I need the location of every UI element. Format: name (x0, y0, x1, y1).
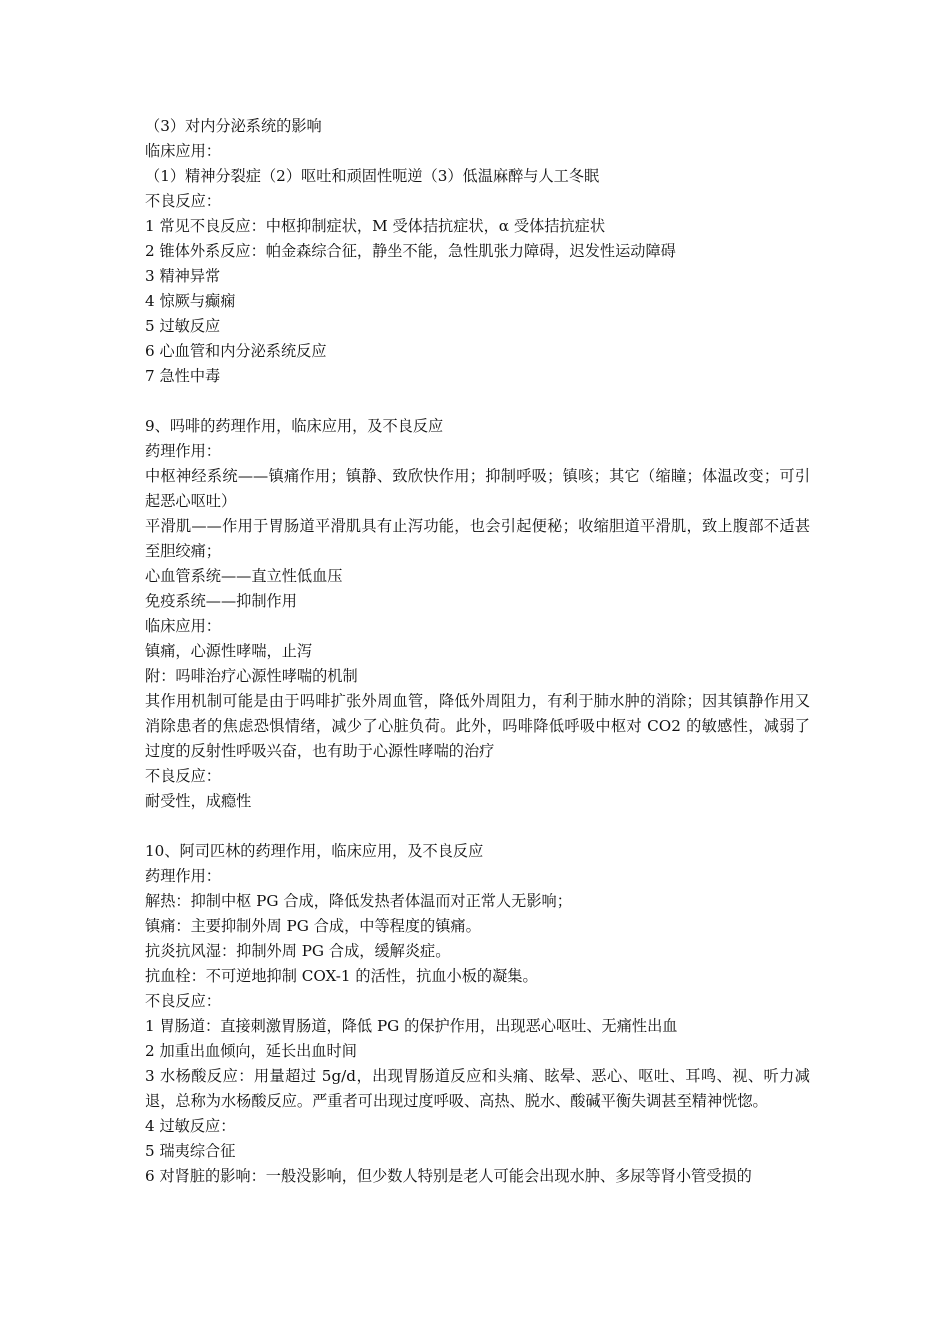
pharm-heading: 药理作用： (145, 442, 221, 460)
pharm-item: 平滑肌——作用于胃肠道平滑肌具有止泻功能，也会引起便秘；收缩胆道平滑肌，致上腹部不适甚至胆绞痛； (145, 517, 810, 560)
adverse-heading: 不良反应： (145, 992, 221, 1010)
pharm-item: 中枢神经系统——镇痛作用；镇静、致欣快作用；抑制呼吸；镇咳；其它（缩瞳；体温改变；可引起恶心呕吐） (145, 467, 810, 510)
pharm-item: 抗炎抗风湿：抑制外周 PG 合成，缓解炎症。 (145, 942, 451, 960)
section-title-morphine: 9、吗啡的药理作用，临床应用，及不良反应 (145, 417, 444, 435)
adverse-text: 耐受性，成瘾性 (145, 792, 252, 810)
pharm-heading: 药理作用： (145, 867, 221, 885)
adverse-item: 3 水杨酸反应：用量超过 5g/d，出现胃肠道反应和头痛、眩晕、恶心、呕吐、耳鸣、视、听力减退，总称为水杨酸反应。严重者可出现过度呼吸、高热、脱水、酸碱平衡失调甚至精神恍惚。 (145, 1067, 810, 1110)
clinical-text: （1）精神分裂症（2）呕吐和顽固性呃逆（3）低温麻醉与人工冬眠 (145, 167, 600, 185)
subheading-endocrine: （3）对内分泌系统的影响 (145, 117, 322, 135)
adverse-item: 7 急性中毒 (145, 367, 221, 385)
adverse-item: 2 锥体外系反应：帕金森综合征，静坐不能，急性肌张力障碍，迟发性运动障碍 (145, 242, 676, 260)
clinical-heading: 临床应用： (145, 142, 221, 160)
pharm-item: 免疫系统——抑制作用 (145, 592, 297, 610)
adverse-item: 4 惊厥与癫痫 (145, 292, 236, 310)
pharm-item: 心血管系统——直立性低血压 (145, 567, 343, 585)
clinical-text: 镇痛，心源性哮喘，止泻 (145, 642, 313, 660)
pharm-item: 解热：抑制中枢 PG 合成，降低发热者体温而对正常人无影响； (145, 892, 572, 910)
adverse-heading: 不良反应： (145, 767, 221, 785)
document-body (145, 114, 810, 1189)
paragraph-gap (145, 814, 810, 839)
adverse-item: 5 过敏反应 (145, 317, 221, 335)
adverse-item: 5 瑞夷综合征 (145, 1142, 236, 1160)
adverse-item: 1 常见不良反应：中枢抑制症状，M 受体拮抗症状，α 受体拮抗症状 (145, 217, 606, 235)
adverse-item: 2 加重出血倾向，延长出血时间 (145, 1042, 357, 1060)
clinical-heading: 临床应用： (145, 617, 221, 635)
pharm-item: 镇痛：主要抑制外周 PG 合成，中等程度的镇痛。 (145, 917, 481, 935)
section-title-aspirin: 10、阿司匹林的药理作用，临床应用，及不良反应 (145, 842, 484, 860)
adverse-item: 3 精神异常 (145, 267, 221, 285)
adverse-item: 4 过敏反应： (145, 1117, 236, 1135)
pharm-item: 抗血栓：不可逆地抑制 COX-1 的活性，抗血小板的凝集。 (145, 967, 538, 985)
adverse-item: 6 心血管和内分泌系统反应 (145, 342, 327, 360)
adverse-item: 1 胃肠道：直接刺激胃肠道，降低 PG 的保护作用，出现恶心呕吐、无痛性出血 (145, 1017, 678, 1035)
appendix-text: 其作用机制可能是由于吗啡扩张外周血管，降低外周阻力，有利于肺水肿的消除；因其镇静作用又消除患者的焦虑恐惧情绪，减少了心脏负荷。此外，吗啡降低呼吸中枢对 CO2 的敏感性，减弱了过度的反射性呼吸兴奋，也有助于心源性哮喘的治疗 (145, 692, 810, 760)
adverse-heading: 不良反应： (145, 192, 221, 210)
paragraph-gap (145, 389, 810, 414)
adverse-item: 6 对肾脏的影响：一般没影响，但少数人特别是老人可能会出现水肿、多尿等肾小管受损的 (145, 1167, 752, 1185)
appendix-title: 附：吗啡治疗心源性哮喘的机制 (145, 667, 358, 685)
